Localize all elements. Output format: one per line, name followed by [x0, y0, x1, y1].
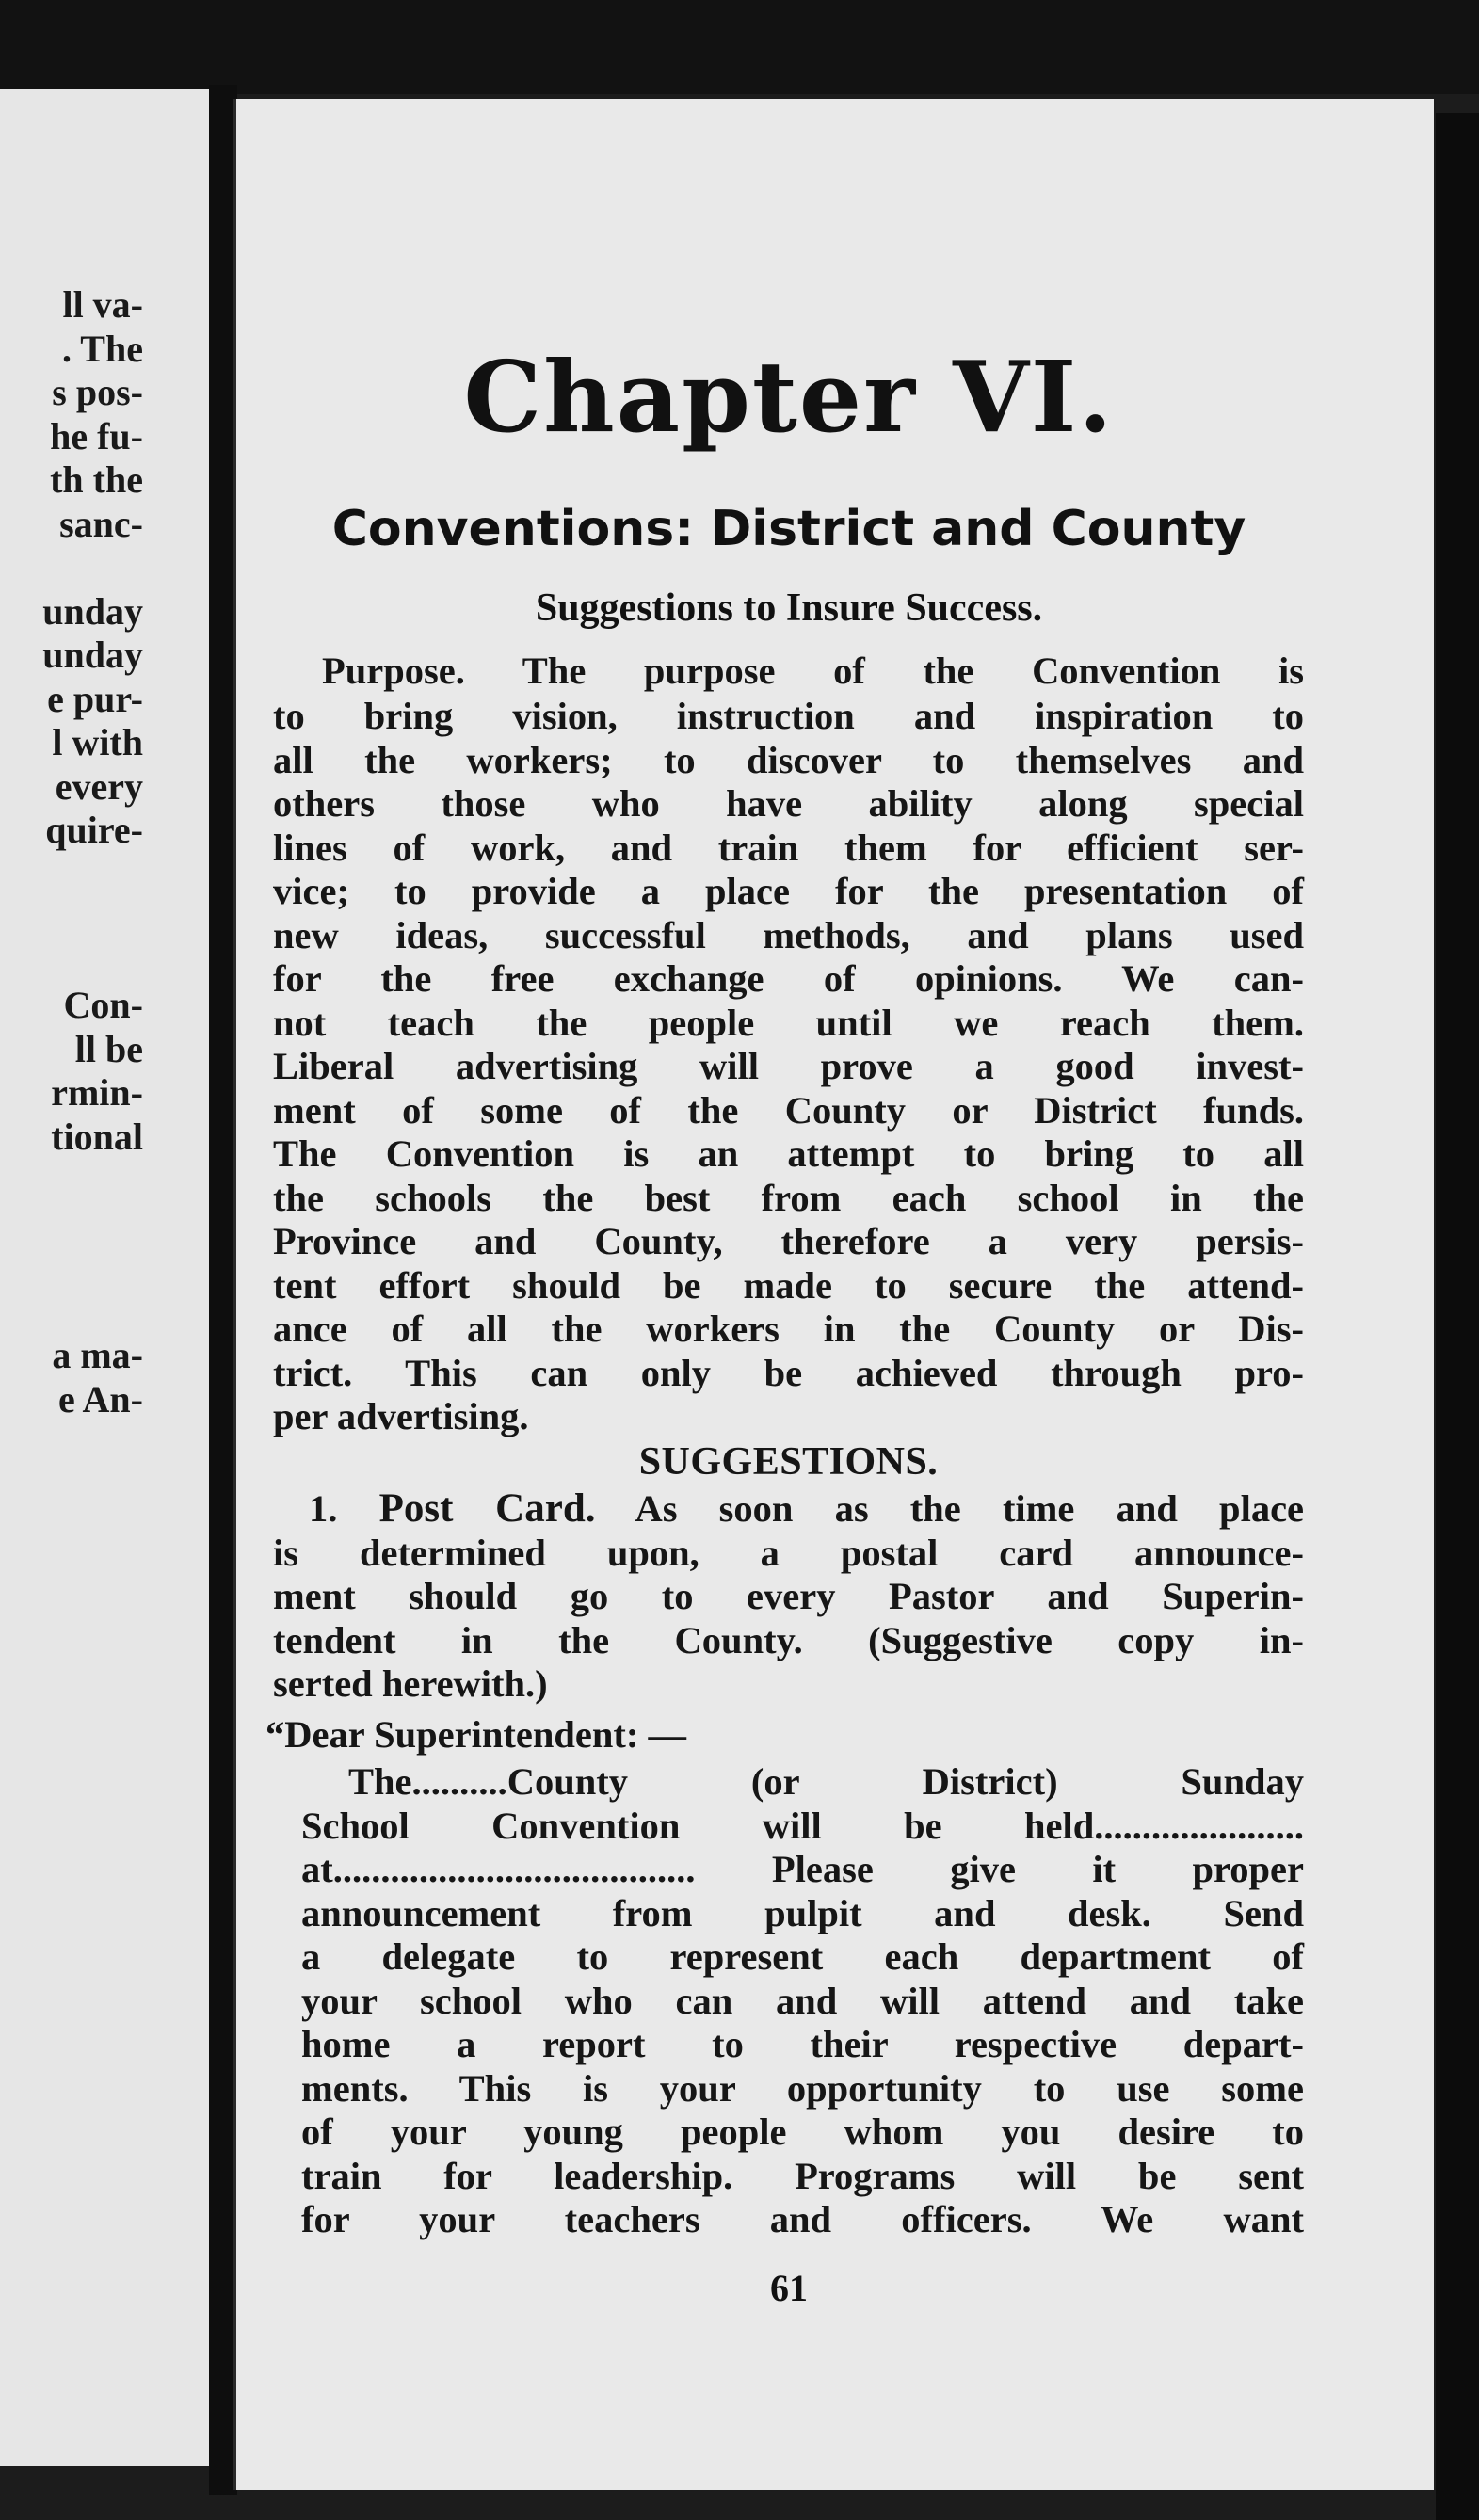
facing-page-line: ll va-: [62, 283, 143, 326]
purpose-line: all the workers; to discover to themselves and: [273, 739, 1304, 781]
purpose-line: others those who have ability along special: [273, 782, 1304, 825]
item-1-lead: Post Card.: [378, 1486, 596, 1531]
facing-page-line: e An-: [58, 1377, 143, 1421]
purpose-line: vice; to provide a place for the presentation of: [273, 870, 1304, 912]
letter-line: The..........County (or District) Sunday: [348, 1760, 1304, 1803]
letter-line: train for leadership. Programs will be sent: [301, 2155, 1304, 2197]
letter-line: at...................................... Please give it proper: [301, 1848, 1304, 1890]
letter-line: announcement from pulpit and desk. Send: [301, 1892, 1304, 1934]
item-1-number: 1.: [309, 1487, 338, 1530]
purpose-line: new ideas, successful methods, and plans used: [273, 914, 1304, 956]
suggestions-heading: SUGGESTIONS.: [638, 1440, 939, 1484]
facing-page-line: quire-: [45, 809, 143, 851]
purpose-line: tent effort should be made to secure the attend-: [273, 1264, 1304, 1307]
letter-line: of your young people whom you desire to: [301, 2111, 1304, 2153]
facing-page-line: th the: [50, 458, 143, 501]
purpose-line: per advertising.: [273, 1395, 529, 1437]
purpose-lead: Purpose.: [322, 650, 465, 692]
letter-line: School Convention will be held......................: [301, 1805, 1304, 1847]
item-1-line: tendent in the County. (Suggestive copy in-: [273, 1619, 1304, 1661]
purpose-line: ance of all the workers in the County or Dis-: [273, 1308, 1304, 1350]
facing-page-line: every: [55, 764, 143, 808]
facing-page-line: sanc-: [59, 502, 143, 545]
section-subtitle: Suggestions to Insure Success.: [535, 586, 1043, 630]
chapter-title: Chapter VI.: [463, 339, 1115, 455]
scan-edge: [1436, 113, 1479, 2520]
item-1-line: ment should go to every Pastor and Superin-: [273, 1575, 1304, 1617]
purpose-line: trict. This can only be achieved through pro-: [273, 1352, 1304, 1394]
letter-line: for your teachers and officers. We want: [301, 2198, 1304, 2240]
letter-line: a delegate to represent each department of: [301, 1935, 1304, 1978]
item-1-line: is determined upon, a postal card announce-: [273, 1532, 1304, 1574]
facing-page-line: unday: [42, 634, 143, 676]
section-title: Conventions: District and County: [331, 501, 1246, 557]
purpose-line: Province and County, therefore a very persis-: [273, 1220, 1304, 1262]
facing-page-line: . The: [62, 327, 143, 370]
purpose-line: for the free exchange of opinions. We can-: [273, 957, 1304, 1000]
item-1-line-1: [309, 1487, 1304, 1531]
item-1-line: serted herewith.): [273, 1662, 548, 1705]
facing-page-line: Con-: [63, 984, 143, 1026]
purpose-line: lines of work, and train them for efficient ser-: [273, 827, 1304, 869]
purpose-line: The Convention is an attempt to bring to all: [273, 1132, 1304, 1175]
purpose-line: Liberal advertising will prove a good invest-: [273, 1045, 1304, 1087]
facing-page-left: [0, 89, 209, 2466]
facing-page-line: he fu-: [50, 414, 143, 457]
purpose-line: not teach the people until we reach them.: [273, 1002, 1304, 1044]
scan-background: [0, 0, 1479, 94]
facing-page-line: rmin-: [51, 1071, 143, 1114]
facing-page-line: a ma-: [52, 1334, 143, 1376]
letter-salutation: “Dear Superintendent: —: [265, 1713, 687, 1756]
letter-line: ments. This is your opportunity to use some: [301, 2067, 1304, 2110]
letter-line: home a report to their respective depart-: [301, 2023, 1304, 2065]
purpose-text: The purpose of the Convention is: [522, 650, 1304, 692]
facing-page-line: l with: [52, 721, 143, 763]
facing-page-line: ll be: [74, 1027, 143, 1070]
item-1-text: As soon as the time and place: [635, 1487, 1305, 1530]
facing-page-line: unday: [42, 589, 143, 633]
facing-page-line: s pos-: [52, 371, 143, 413]
purpose-line-1: [322, 650, 1304, 693]
facing-page-line: e pur-: [47, 677, 143, 720]
purpose-line: ment of some of the County or District funds.: [273, 1089, 1304, 1132]
facing-page-line: tional: [51, 1115, 143, 1158]
purpose-line: the schools the best from each school in the: [273, 1177, 1304, 1219]
purpose-line: to bring vision, instruction and inspiration to: [273, 695, 1304, 737]
letter-line: your school who can and will attend and take: [301, 1980, 1304, 2022]
page-number: 61: [770, 2267, 808, 2309]
